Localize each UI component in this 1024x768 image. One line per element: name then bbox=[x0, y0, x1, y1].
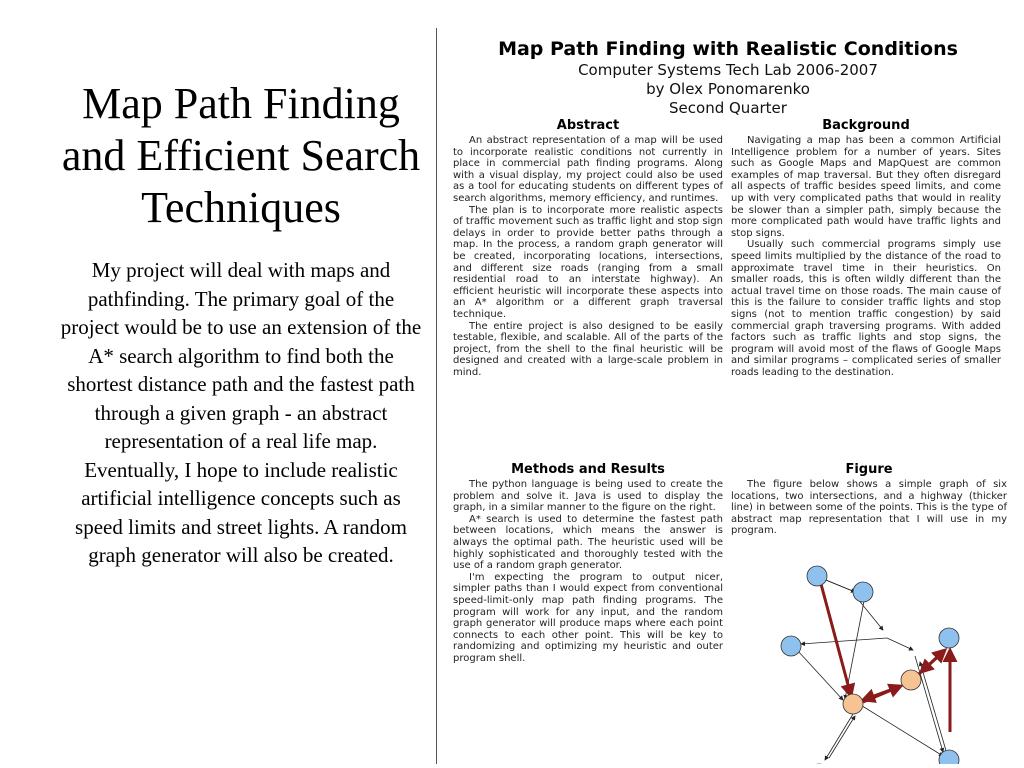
methods-paragraph: I'm expecting the program to output nicer, simpler paths than I would expect from conventional speed-limit-only map path finding programs. The program will work for any input, and the random graph generator will produce maps where each point connects to each other point. This will be key to randomizing and optimizing my heuristic and outer program shell. bbox=[453, 571, 723, 664]
figure-caption: The figure below shows a simple graph of six locations, two intersections, and a highway (thicker line) in between some of the points. This is the type of abstract map representation that I will use in my program. bbox=[731, 479, 1007, 537]
poster-quarter: Second Quarter bbox=[669, 99, 787, 117]
figure-section bbox=[731, 462, 1007, 537]
abstract-paragraph: An abstract representation of a map will be used to incorporate realistic conditions not currently in place in commercial path finding programs. Along with a visual display, my project could also be used as a tool for educating students on different types of search algorithms, memory efficiency, and runtimes. bbox=[453, 135, 723, 204]
location-node bbox=[807, 566, 827, 586]
background-section bbox=[731, 118, 1001, 378]
graph-edge bbox=[915, 656, 943, 752]
slide-title: Map Path Finding and Efficient Search Techniques bbox=[61, 79, 421, 232]
highway-edge bbox=[821, 584, 851, 696]
graph-edge bbox=[829, 716, 855, 758]
graph-edge bbox=[887, 638, 913, 650]
location-node bbox=[939, 628, 959, 648]
abstract-heading: Abstract bbox=[556, 118, 620, 133]
graph-figure bbox=[737, 564, 1013, 764]
graph-edge bbox=[859, 704, 943, 756]
background-paragraph: Usually such commercial programs simply use speed limits multiplied by the distance of the road to approximate travel time in their heuristics. On smaller roads, this is often wildly different than the actual travel time on those roads. The main cause of this is the failure to consider traffic lights and stop signs (not to mention traffic congestion) by said commercial graph traversing programs. With added factors such as traffic lights and stop signs, the program will avoid most of the flaws of Google Maps and similar programs – complicated series of smaller roads leading to the destination. bbox=[731, 239, 1001, 378]
methods-heading: Methods and Results bbox=[511, 462, 665, 477]
graph-edge bbox=[825, 714, 853, 760]
background-paragraph: Navigating a map has been a common Artificial Intelligence problem for a number of years. Sites such as Google Maps and MapQuest are common examples of map traversal. But they often disregard all aspects of traffic besides speed limits, and come up with very complicated paths that would in reality be slower than a simpler path, simply because the more complicated path would have traffic lights and stop signs. bbox=[731, 135, 1001, 239]
methods-paragraph: A* search is used to determine the fastest path between locations, which means the answer is always the optimal path. The heuristic used will be highly sophisticated and thoroughly tested with the use of a random graph generator. bbox=[453, 513, 723, 572]
graph-nodes bbox=[781, 566, 959, 764]
graph-edge bbox=[801, 638, 887, 644]
location-node bbox=[781, 636, 801, 656]
poster-title: Map Path Finding with Realistic Conditions bbox=[498, 38, 958, 60]
graph-edge bbox=[920, 662, 947, 754]
figure-heading: Figure bbox=[845, 462, 893, 477]
highway-edge bbox=[921, 650, 945, 672]
intersection-node bbox=[843, 694, 863, 714]
abstract-paragraph: The entire project is also designed to be easily testable, flexible, and scalable. All of the parts of the project, from the shell to the final heuristic will be designed and created with a large-scale problem in mind. bbox=[453, 320, 723, 378]
location-node bbox=[853, 582, 873, 602]
methods-paragraph: The python language is being used to create the problem and solve it. Java is used to display the graph, in a similar manner to the figure on the right. bbox=[453, 479, 723, 514]
slide-description: My project will deal with maps and pathfinding. The primary goal of the project would be to use an extension of the A* search algorithm to find both the shortest distance path and the fastest path through a given graph - an abstract representation of a real life map. Eventually, I hope to include realistic artificial intelligence concepts such as speed limits and street lights. A random graph generator will also be created. bbox=[60, 258, 422, 567]
abstract-paragraph: The plan is to incorporate more realistic aspects of traffic movement such as traffic light and stop sign delays in order to provide better paths through a map. In the process, a random graph generator will be created, incorporating locations, intersections, and different size roads (ranging from a small residential road to an interstate highway). An efficient heuristic will incorporate these aspects into an A* algorithm or a different graph traversal technique. bbox=[453, 204, 723, 320]
poster-image bbox=[436, 28, 1019, 764]
location-node bbox=[939, 750, 959, 764]
graph-edge bbox=[857, 598, 883, 630]
methods-section bbox=[453, 462, 723, 665]
highway-edge bbox=[863, 686, 901, 700]
poster-subtitle-lab: Computer Systems Tech Lab 2006-2007 bbox=[578, 61, 878, 79]
background-heading: Background bbox=[822, 118, 910, 133]
poster-author: by Olex Ponomarenko bbox=[646, 80, 810, 98]
intersection-node bbox=[901, 670, 921, 690]
graph-edge bbox=[797, 650, 843, 700]
slide-left-panel bbox=[58, 78, 424, 570]
abstract-section bbox=[453, 118, 723, 378]
